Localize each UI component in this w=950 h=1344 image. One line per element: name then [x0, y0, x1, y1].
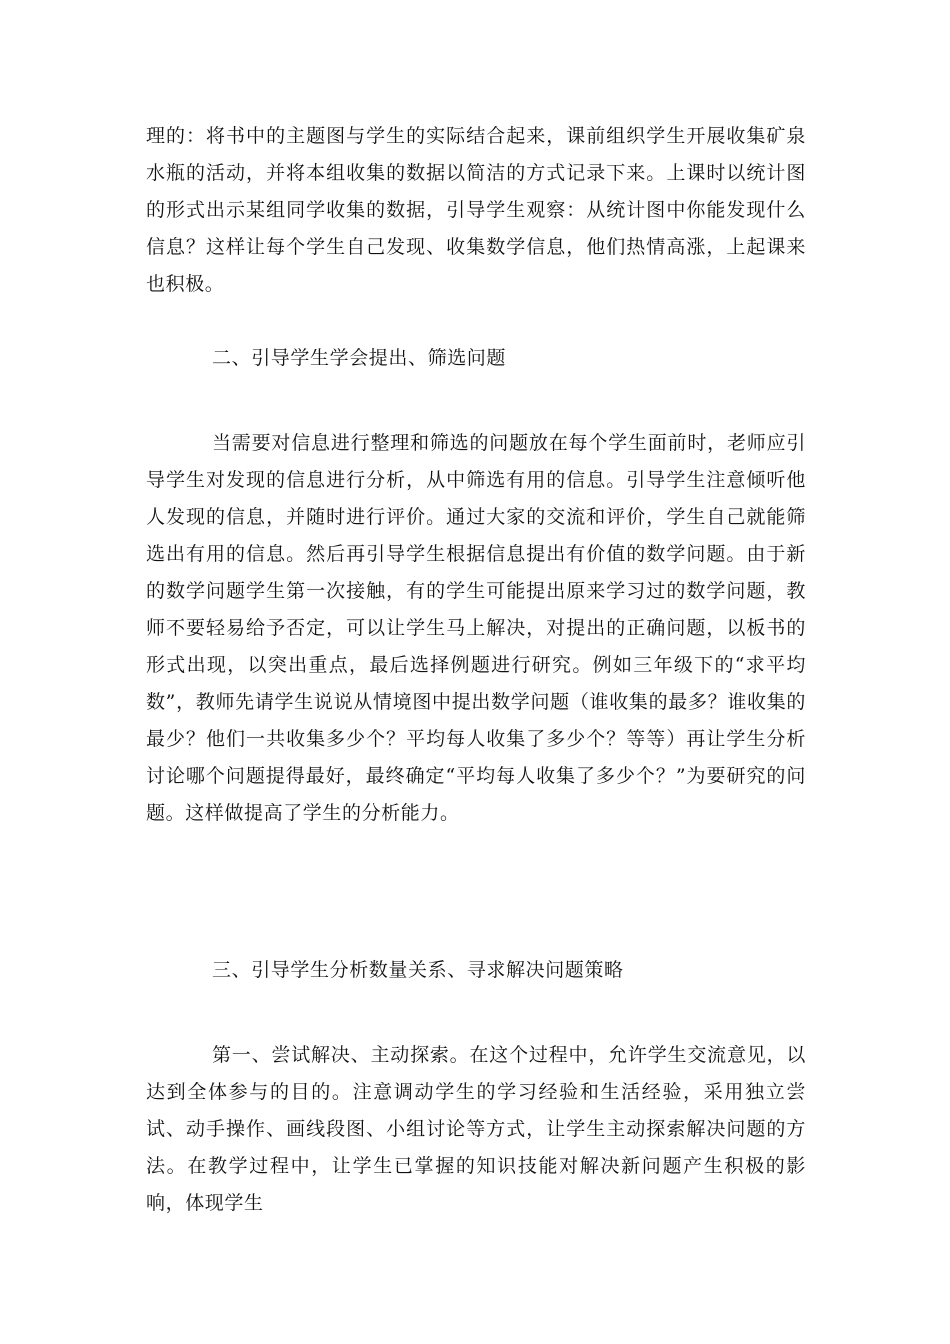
paragraph-section-2: 当需要对信息进行整理和筛选的问题放在每个学生面前时，老师应引导学生对发现的信息进行分析，从中筛选有用的信息。引导学生注意倾听他人发现的信息，并随时进行评价。通过大家的交流和评价，学生自己就能筛选出有用的信息。然后再引导学生根据信息提出有价值的数学问题。由于新的数学问题学生第一次接触，有的学生可能提出原来学习过的数学问题，教师不要轻易给予否定，可以让学生马上解决，对提出的正确问题，以板书的形式出现，以突出重点，最后选择例题进行研究。例如三年级下的“求平均数”，教师先请学生说说从情境图中提出数学问题（谁收集的最多？谁收集的最少？他们一共收集多少个？平均每人收集了多少个？等等）再让学生分析讨论哪个问题提得最好，最终确定“平均每人收集了多少个？”为要研究的问题。这样做提高了学生的分析能力。 [146, 432, 806, 824]
section-heading-2: 二、引导学生学会提出、筛选问题 [212, 347, 507, 369]
paragraph-section-3: 第一、尝试解决、主动探索。在这个过程中，允许学生交流意见，以达到全体参与的目的。注意调动学生的学习经验和生活经验，采用独立尝试、动手操作、画线段图、小组讨论等方式，让学生主动探索解决问题的方法。在教学过程中，让学生已掌握的知识技能对解决新问题产生积极的影响，体现学生 [146, 1044, 806, 1214]
paragraph-continuation: 理的：将书中的主题图与学生的实际结合起来，课前组织学生开展收集矿泉水瓶的活动，并将本组收集的数据以简洁的方式记录下来。上课时以统计图的形式出示某组同学收集的数据，引导学生观察：从统计图中你能发现什么信息？这样让每个学生自己发现、收集数学信息，他们热情高涨，上起课来也积极。 [146, 125, 806, 295]
section-heading-3: 三、引导学生分析数量关系、寻求解决问题策略 [212, 959, 624, 981]
